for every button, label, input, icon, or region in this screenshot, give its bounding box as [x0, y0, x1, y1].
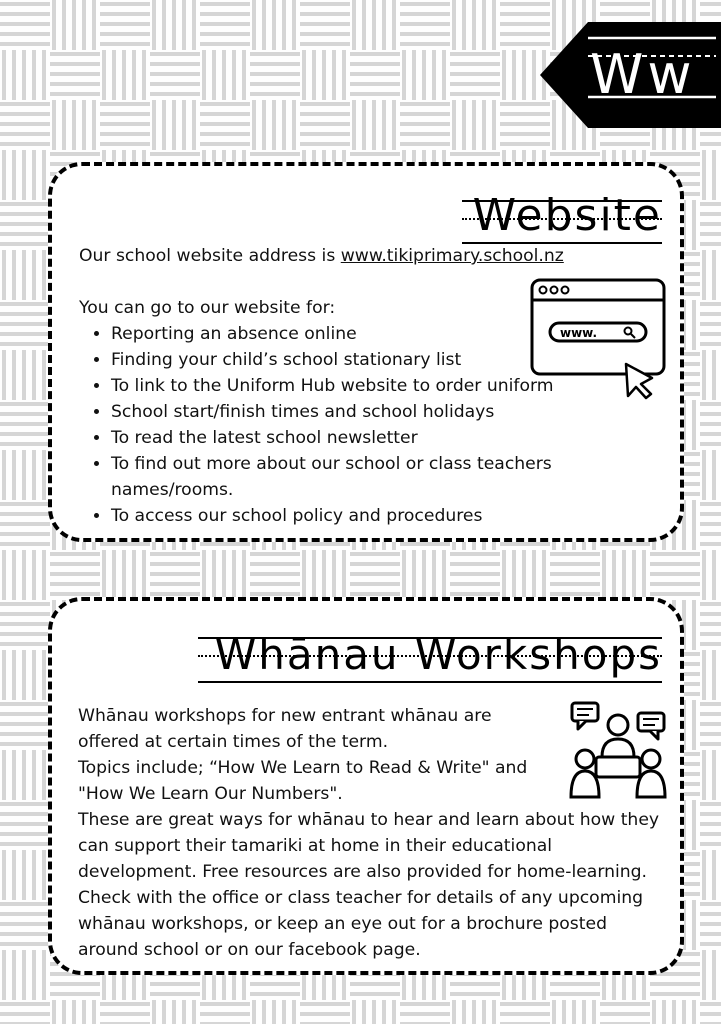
letter-label: Ww	[590, 43, 696, 106]
workshops-paragraph-1: Whānau workshops for new entrant whānau are offered at certain times of the term.	[78, 706, 492, 752]
website-heading: Website	[472, 190, 662, 241]
workshops-heading-wrap	[198, 627, 662, 683]
group-meeting-icon	[568, 699, 668, 801]
workshops-paragraph-2: Topics include; “How We Learn to Read & Write" and "How We Learn Our Numbers".	[78, 758, 528, 804]
website-intro: Our school website address is www.tikiprimary.school.nz	[79, 246, 564, 266]
search-text: www.	[560, 326, 598, 340]
letter-tab	[540, 22, 721, 128]
list-item: • Reporting an absence online	[111, 321, 639, 347]
list-item: • Finding your child’s school stationary list	[111, 347, 639, 373]
workshops-paragraph-3: These are great ways for whānau to hear and learn about how they can support their tamariki at home in their educational development. Free resources are also provided for home-learning. Check with the office or class teacher for details of any upcoming whānau workshops, or keep an eye out for a brochure posted around school or on our facebook page.	[78, 810, 660, 960]
website-list-intro: You can go to our website for:	[79, 298, 336, 318]
workshops-card	[48, 597, 684, 975]
list-item: • To access our school policy and procedures	[111, 503, 639, 529]
website-heading-wrap	[462, 188, 662, 244]
school-website-link[interactable]: www.tikiprimary.school.nz	[340, 246, 564, 266]
list-item: • School start/finish times and school holidays	[111, 399, 639, 425]
list-item: • To find out more about our school or class teachers names/rooms.	[111, 451, 581, 503]
browser-window-icon	[530, 278, 670, 402]
website-card	[48, 162, 684, 542]
list-item: • To read the latest school newsletter	[111, 425, 639, 451]
workshops-heading: Whānau Workshops	[214, 630, 662, 679]
list-item: • To link to the Uniform Hub website to order uniform	[111, 373, 639, 399]
